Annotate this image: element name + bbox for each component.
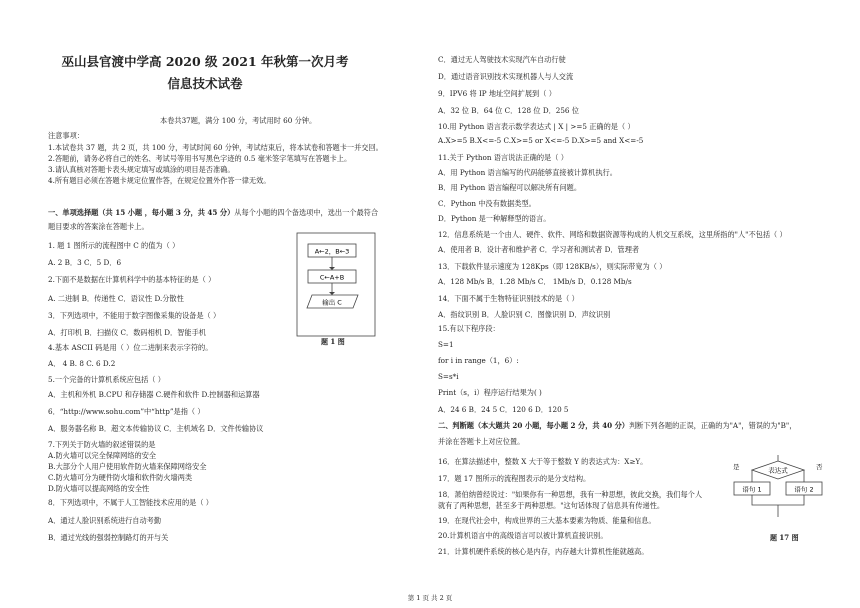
question-line: 2.下面不是数据在计算机科学中的基本特征的是（ ） — [48, 275, 216, 284]
question-line: 3．下列选项中，不能用于数字图像采集的设备是（ ） — [48, 311, 221, 320]
section1-heading-line2: 题目要求的答案涂在答题卡上。 — [48, 222, 149, 231]
page-footer: 第 1 页 共 2 页 — [407, 594, 453, 602]
question-line: 11.关于 Python 语言说法正确的是（ ） — [438, 153, 568, 162]
exam-title-line1: 巫山县官渡中学高 2020 级 2021 年秋第一次月考 — [61, 54, 349, 69]
question-line: C．通过无人驾驶技术实现汽车自动行驶 — [438, 55, 566, 64]
question-line: A.防火墙可以完全保障网络的安全 — [48, 451, 157, 460]
question-line: A．主机和外机 B.CPU 和存储器 C.硬件和软件 D.控制器和运算器 — [48, 390, 260, 399]
judgement-question-line: 17．题 17 图所示的流程图表示的是分支结构。 — [438, 474, 591, 483]
question-line: A．128 Mb/s B．1.28 Mb/s C． 1Mb/s D．0.128 Mb/s — [438, 277, 632, 286]
figure17-stmt1-label: 语句 1 — [742, 485, 762, 494]
question-line: 9．IPV6 将 IP 地址空间扩展到（ ） — [438, 89, 556, 98]
figure1-box3-label: 输出 C — [322, 298, 342, 307]
exam-intro: 本卷共37题，满分 100 分，考试用时 60 分钟。 — [160, 116, 317, 125]
section2-heading-line2: 并涂在答题卡上对应位置。 — [438, 437, 525, 446]
question-line: 5.一个完备的计算机系统应包括（ ） — [48, 375, 165, 384]
section2-heading-bold: 二、判断题（本大题共 20 小题，每小题 2 分，共 40 分） — [438, 421, 629, 430]
question-line: A. 二进制 B．传递性 C．语议性 D.分散性 — [48, 294, 184, 303]
notes-heading: 注意事项： — [48, 131, 84, 140]
question-line: Print（s，i）程序运行结果为( ) — [438, 388, 542, 397]
section1-heading — [48, 208, 378, 217]
question-line: for i in range（1，6）: — [438, 356, 519, 365]
judgement-question-line: 21．计算机硬件系统的核心是内存，内存越大计算机性能就越高。 — [438, 547, 649, 556]
judgement-question-line: 20.计算机语言中的高级语言可以被计算机直接识别。 — [438, 531, 608, 540]
question-line: 8．下列选项中，不属于人工智能技术应用的是（ ） — [48, 498, 213, 507]
question-line: 13．下载软件显示速度为 128Kps（即 128KB/s），则实际带宽为（ ） — [438, 262, 667, 271]
section2-heading-rest: 判断下列各题的正误，正确的为"A"，错误的为"B"， — [628, 421, 797, 430]
question-line: A．服务器名称 B．超文本传输协议 C．主机域名 D．文件传输协议 — [48, 424, 264, 433]
section1-heading-rest: 从每个小题的四个备选项中，选出一个最符合 — [234, 208, 379, 217]
note-line: 4.所有题目必须在答题卡规定位置作答，在规定位置外作答一律无效。 — [48, 176, 271, 185]
figure17-yes-label: 是 — [733, 463, 740, 471]
question-line: A．用 Python 语言编写的代码能够直接被计算机执行。 — [438, 168, 617, 177]
figure17-decision-label: 表达式 — [768, 466, 788, 475]
figure1-caption: 题 1 图 — [321, 337, 345, 346]
judgement-question-line: 16．在算法描述中，整数 X 大于等于整数 Y 的表达式为：X≥Y。 — [438, 457, 648, 466]
question-line: A. 2 B．3 C．5 D．6 — [48, 258, 122, 267]
question-line: A．指纹识别 B．人脸识别 C．图像识别 D．声纹识别 — [438, 310, 611, 319]
exam-title-line2: 信息技术试卷 — [167, 76, 243, 91]
question-line: 14．下面不属于生物特征识别技术的是（ ） — [438, 294, 579, 303]
question-line: A．32 位 B．64 位 C．128 位 D．256 位 — [438, 106, 579, 115]
question-line: 6．“http://www.sohu.com”中“http”是指（ ） — [48, 407, 205, 416]
question-line: D.防火墙可以提高网络的安全性 — [48, 484, 150, 493]
judgement-question-line: 19．在现代社会中，构成世界的三大基本要素为物质、能量和信息。 — [438, 516, 656, 525]
question-line: D．通过语音识别技术实现机器人与人交流 — [438, 72, 574, 81]
figure1-box1-label: A←2，B←3 — [314, 247, 350, 256]
question-line: A．使用者 B．设计者和维护者 C．学习者和测试者 D．管理者 — [438, 245, 640, 254]
question-line: C．Python 中没有数据类型。 — [438, 199, 536, 208]
question-line: B．用 Python 语言编程可以解决所有问题。 — [438, 183, 582, 192]
question-line: A．通过人脸识别系统进行自动考勤 — [48, 516, 162, 525]
question-line: 7.下列关于防火墙的叙述错误的是 — [48, 440, 156, 449]
section1-heading-bold: 一、单项选择题（共 15 小题 ，每小题 3 分，共 45 分） — [48, 208, 235, 217]
question-line: A．打印机 B．扫描仪 C．数码相机 D．智能手机 — [48, 328, 206, 337]
judgement-question-line: 就有了两种思想，甚至多于两种思想。"这句话体现了信息具有传递性。 — [438, 501, 665, 510]
question-line: C.防火墙可分为硬件防火墙和软件防火墙两类 — [48, 473, 193, 482]
judgement-question-line: 18．萧伯纳曾经说过："如果你有一种思想，我有一种思想，彼此交换，我们每个人 — [438, 490, 703, 499]
question-line: S=s*i — [438, 372, 459, 381]
figure1-box2-label: C←A+B — [319, 273, 345, 282]
question-line: D．Python 是一种解释型的语言。 — [438, 214, 551, 223]
note-line: 2.答题前，请务必将自己的姓名、考试号等用书写黑色字迹的 0.5 毫米签字笔填写在答题卡上。 — [48, 154, 352, 163]
figure1-flowchart — [296, 232, 376, 347]
question-line: 10.用 Python 语言表示数学表达式 | X | >=5 正确的是（ ） — [438, 122, 635, 131]
figure17-caption: 题 17 图 — [770, 533, 799, 542]
question-line: B.大部分个人用户使用软件防火墙来保障网络安全 — [48, 462, 207, 471]
section2-heading — [438, 421, 796, 430]
question-line: S=1 — [438, 340, 454, 349]
question-line: B．通过光线的强弱控制路灯的开与关 — [48, 533, 169, 542]
figure17-flowchart — [730, 455, 850, 535]
note-line: 3.请认真核对答题卡表头规定填写或填涂的项目是否准确。 — [48, 165, 235, 174]
question-line: A． 4 B. 8 C. 6 D.2 — [48, 359, 116, 368]
question-line: 15.有以下程序段： — [438, 324, 500, 333]
figure17-stmt2-label: 语句 2 — [794, 485, 814, 494]
question-line: 4.基本 ASCII 码是用（ ）位二进制来表示字符的。 — [48, 343, 213, 352]
note-line: 1.本试卷共 37 题，共 2 页，共 100 分，考试时间 60 分钟，考试结束后，将本试卷和答题卡一并交回。 — [48, 143, 383, 152]
question-line: A．24 6 B．24 5 C．120 6 D．120 5 — [438, 405, 569, 414]
figure17-no-label: 否 — [816, 463, 823, 471]
question-line: 12．信息系统是一个由人、硬件、软件、网络和数据资源等构成的人机交互系统，这里所指的"人"不包括（ ） — [438, 230, 787, 239]
question-line: A.X>=5 B.X<=-5 C.X>=5 or X<=-5 D.X>=5 and X<=-5 — [438, 136, 644, 145]
question-line: 1. 题 1 图所示的流程图中 C 的值为（ ） — [48, 241, 180, 250]
